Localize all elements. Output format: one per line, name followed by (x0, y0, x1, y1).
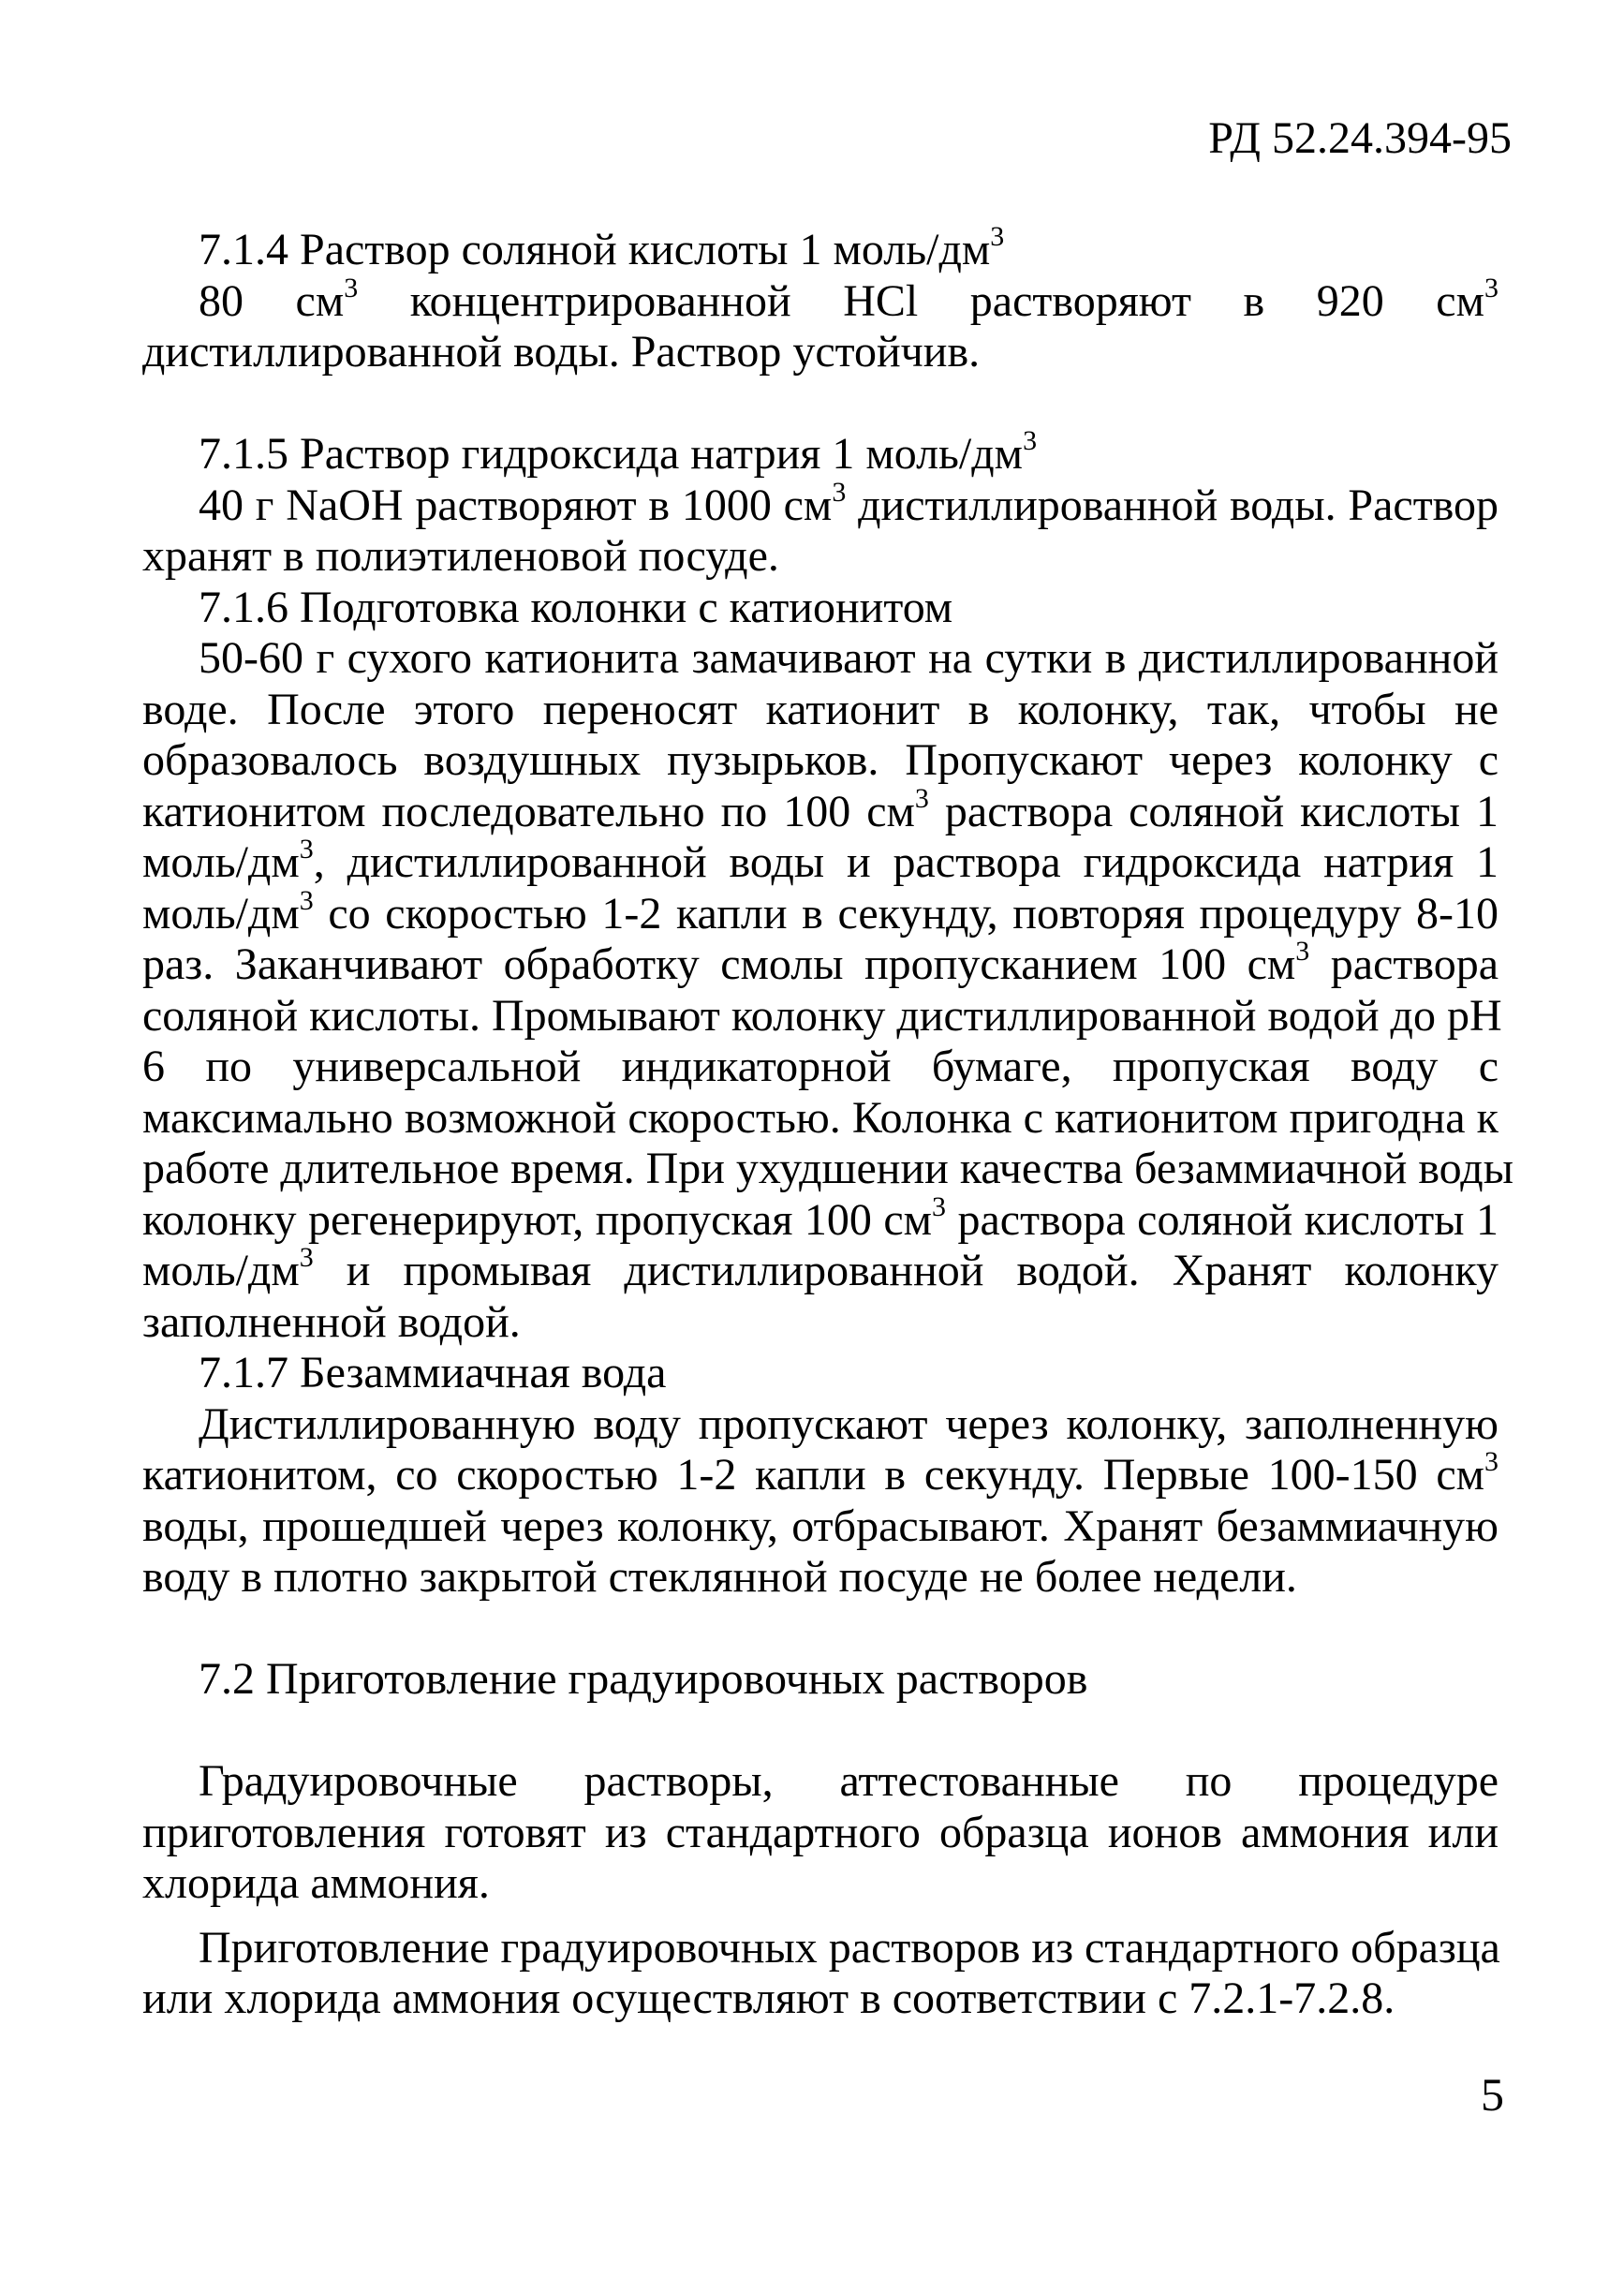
text-line: образовалось воздушных пузырьков. Пропускают через колонку с (142, 735, 1499, 785)
text-line: 50-60 г сухого катионита замачивают на сутки в дистиллированной (199, 633, 1499, 683)
text-line: заполненной водой. (142, 1296, 521, 1347)
section-heading-7-2: 7.2 Приготовление градуировочных растворов (199, 1654, 1088, 1704)
section-heading-7-1-5: 7.1.5 Раствор гидроксида натрия 1 моль/$дм^3$ (199, 425, 1038, 479)
text-line: соляной кислоты. Промывают колонку дистиллированной водой до pH (142, 990, 1502, 1041)
text-line: или хлорида аммония осуществляют в соответствии с 7.2.1-7.2.8. (142, 1973, 1395, 2023)
text-line: работе длительное время. При ухудшении качества безаммиачной воды (142, 1144, 1513, 1193)
text-line: 40 г NaOH растворяют в 1000 $см^3$ дистиллированной воды. Раствор (199, 476, 1499, 530)
text-line: хранят в полиэтиленовой посуде. (142, 531, 779, 581)
spacer (142, 1910, 1499, 1923)
text-line: 80 $см^3$ концентрированной НCl растворяют в 920 $см^3$ (199, 272, 1499, 326)
section-heading-7-1-7: 7.1.7 Безаммиачная вода (199, 1348, 667, 1397)
text-line: дистиллированной воды. Раствор устойчив. (142, 327, 981, 377)
text-line: воду в плотно закрытой стеклянной посуде не более недели. (142, 1552, 1297, 1602)
spacer (142, 1706, 1499, 1757)
body-text (142, 221, 1513, 2025)
document-code: РД 52.24.394-95 (1208, 113, 1512, 163)
text-line: приготовления готовят из стандартного образца ионов аммония или (142, 1807, 1499, 1857)
text-line: воды, прошедшей через колонку, отбрасывают. Хранят безаммиачную (142, 1500, 1499, 1551)
text-line: катионитом последовательно по 100 $см^3$ раствора соляной кислоты 1 (142, 782, 1499, 836)
text-line: раз. Заканчивают обработку смолы пропусканием 100 $см^3$ раствора (142, 936, 1499, 989)
text-line: моль/$дм^3$ со скоростью 1-2 капли в секунду, повторяя процедуру 8-10 (142, 884, 1499, 939)
text-line: максимально возможной скоростью. Колонка с катионитом пригодна к (142, 1092, 1499, 1143)
section-heading-7-1-4: 7.1.4 Раствор соляной кислоты 1 моль/$дм^3$ (199, 221, 1005, 274)
text-line: хлорида аммония. (142, 1858, 490, 1908)
spacer (142, 1604, 1499, 1655)
text-line: Градуировочные растворы, аттестованные по процедуре (199, 1756, 1499, 1806)
page-number: 5 (1481, 2068, 1504, 2121)
text-line: воде. После этого переносят катионит в колонку, так, чтобы не (142, 684, 1499, 734)
text-line: колонку регенерируют, пропуская 100 $см^3$ раствора соляной кислоты 1 (142, 1190, 1499, 1245)
text-line: Дистиллированную воду пропускают через колонку, заполненную (199, 1398, 1499, 1449)
text-line: моль/$дм^3$ и промывая дистиллированной водой. Хранят колонку (142, 1242, 1499, 1295)
text-line: катионитом, со скоростью 1-2 капли в секунду. Первые 100-150 $см^3$ (142, 1446, 1499, 1500)
section-heading-7-1-6: 7.1.6 Подготовка колонки с катионитом (199, 582, 953, 632)
text-line: Приготовление градуировочных растворов из стандартного образца (199, 1922, 1500, 1973)
text-line: моль/$дм^3$, дистиллированной воды и раствора гидроксида натрия 1 (142, 834, 1499, 887)
spacer (142, 378, 1499, 430)
text-line: 6 по универсальной индикаторной бумаге, пропуская воду с (142, 1042, 1499, 1091)
